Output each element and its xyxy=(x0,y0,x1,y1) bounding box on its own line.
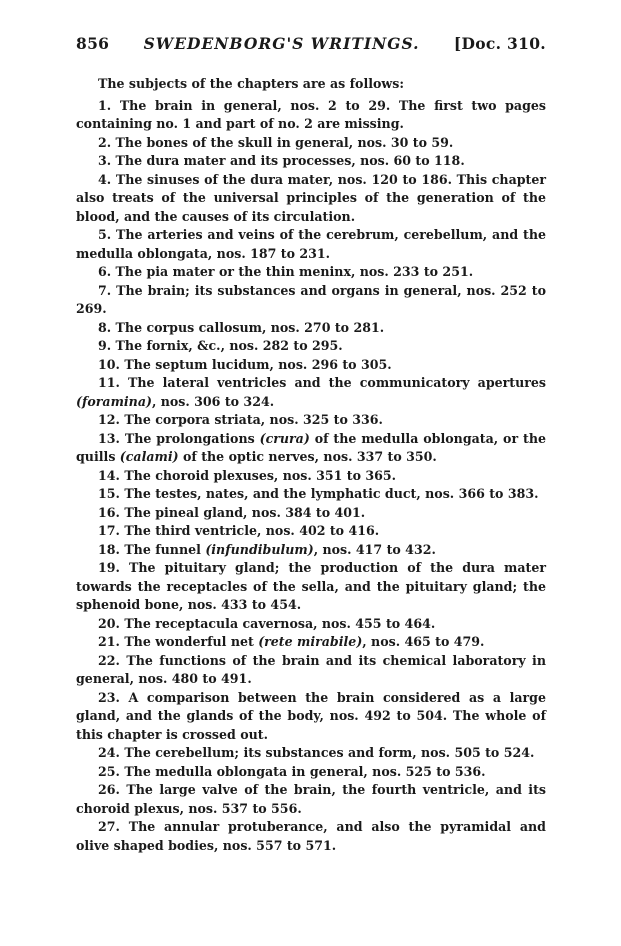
chapter-entry xyxy=(76,226,546,263)
latin-term: (crura) xyxy=(259,430,310,446)
page-number: 856 xyxy=(76,34,110,53)
chapter-number: 8. xyxy=(98,319,112,335)
chapter-entry xyxy=(76,485,546,504)
chapter-number: 4. xyxy=(98,171,112,187)
chapter-number: 24. xyxy=(98,745,120,760)
chapter-entry xyxy=(76,430,546,467)
chapter-text: The large valve of the brain, the fourth ventricle, and its choroid plexus, nos. 537 to 556. xyxy=(76,782,547,816)
chapter-entry xyxy=(76,615,546,634)
chapter-entry xyxy=(76,763,546,782)
chapter-entry xyxy=(76,818,546,855)
latin-term: (foramina) xyxy=(76,393,152,409)
chapter-text: The pia mater or the thin meninx, nos. 233 to 251. xyxy=(115,264,474,279)
chapter-entry xyxy=(76,467,546,486)
chapter-list xyxy=(76,97,546,856)
chapter-text: The corpora striata, nos. 325 to 336. xyxy=(124,412,383,427)
chapter-entry xyxy=(76,97,546,134)
chapter-number: 25. xyxy=(98,763,120,779)
chapter-number: 16. xyxy=(98,504,120,520)
chapter-number: 23. xyxy=(98,689,120,705)
chapter-number: 11. xyxy=(98,375,120,390)
chapter-entry xyxy=(76,319,546,338)
doc-reference: [Doc. 310. xyxy=(453,34,546,53)
chapter-number: 26. xyxy=(98,782,120,797)
chapter-entry xyxy=(76,744,546,763)
chapter-entry xyxy=(76,152,546,171)
chapter-text: The corpus callosum, nos. 270 to 281. xyxy=(115,319,385,335)
chapter-text: The brain in general, nos. 2 to 29. The first two pages containing no. 1 and part of no. 2 are missing. xyxy=(76,97,547,131)
chapter-text: The choroid plexuses, nos. 351 to 365. xyxy=(124,467,397,483)
chapter-entry xyxy=(76,374,546,411)
chapter-text: The annular protuberance, and also the pyramidal and olive shaped bodies, nos. 557 to 571. xyxy=(76,819,546,853)
chapter-number: 18. xyxy=(98,541,120,557)
chapter-text: A comparison between the brain considered as a large gland, and the glands of the body, nos. 492 to 504. The whole of this chapter is crossed out. xyxy=(76,689,547,742)
chapter-text: of the medulla oblongata, or the quills xyxy=(76,430,546,464)
chapter-text: The pituitary gland; the production of the dura mater towards the receptacles of the sella, and the pituitary gland; the sphenoid bone, nos. 433 to 454. xyxy=(76,560,546,612)
chapter-text: The sinuses of the dura mater, nos. 120 to 186. This chapter also treats of the universal principles of the generation of the blood, and the causes of its circulation. xyxy=(76,171,547,224)
chapter-text: The prolongations xyxy=(124,430,260,446)
chapter-text: The cerebellum; its substances and form, nos. 505 to 524. xyxy=(124,745,535,760)
chapter-text: The testes, nates, and the lymphatic duct, nos. 366 to 383. xyxy=(124,486,539,501)
chapter-number: 21. xyxy=(98,634,120,649)
chapter-number: 15. xyxy=(98,486,120,501)
chapter-number: 13. xyxy=(98,430,120,446)
chapter-text: The septum lucidum, nos. 296 to 305. xyxy=(124,356,392,372)
chapter-entry xyxy=(76,282,546,319)
chapter-text: , nos. 306 to 324. xyxy=(151,393,275,409)
chapter-number: 7. xyxy=(98,282,112,298)
chapter-number: 10. xyxy=(98,356,120,372)
chapter-entry xyxy=(76,689,546,745)
chapter-entry xyxy=(76,559,546,615)
chapter-text: , nos. 465 to 479. xyxy=(362,634,485,649)
chapter-text: The arteries and veins of the cerebrum, cerebellum, and the medulla oblongata, nos. 187 to 231. xyxy=(76,227,546,261)
chapter-entry xyxy=(76,263,546,282)
chapter-text: The fornix, &c., nos. 282 to 295. xyxy=(115,338,343,353)
chapter-number: 17. xyxy=(98,523,120,538)
chapter-number: 12. xyxy=(98,412,120,427)
chapter-number: 1. xyxy=(98,97,112,113)
chapter-entry xyxy=(76,541,546,560)
intro-line: The subjects of the chapters are as follows: xyxy=(98,76,405,91)
chapter-entry xyxy=(76,411,546,430)
chapter-text: The medulla oblongata in general, nos. 525 to 536. xyxy=(124,763,486,779)
chapter-text: The functions of the brain and its chemical laboratory in general, nos. 480 to 491. xyxy=(76,652,547,686)
chapter-text: The receptacula cavernosa, nos. 455 to 464. xyxy=(124,615,436,631)
chapter-number: 2. xyxy=(98,134,112,150)
chapter-entry xyxy=(76,171,546,227)
chapter-entry xyxy=(76,337,546,356)
latin-term: (rete mirabile) xyxy=(258,634,363,649)
chapter-entry xyxy=(76,134,546,153)
chapter-number: 22. xyxy=(98,652,120,668)
chapter-number: 5. xyxy=(98,227,112,242)
chapter-entry xyxy=(76,356,546,375)
chapter-text: , nos. 417 to 432. xyxy=(313,541,436,557)
chapter-number: 9. xyxy=(98,338,112,353)
chapter-text: The brain; its substances and organs in general, nos. 252 to 269. xyxy=(76,282,546,316)
latin-term: (calami) xyxy=(119,449,179,464)
chapter-number: 6. xyxy=(98,264,112,279)
chapter-number: 19. xyxy=(98,560,120,575)
chapter-text: The pineal gland, nos. 384 to 401. xyxy=(124,504,366,520)
chapter-entry xyxy=(76,652,546,689)
chapter-entry xyxy=(76,633,546,652)
latin-term: (infundibulum) xyxy=(205,541,314,557)
chapter-entry xyxy=(76,504,546,523)
chapter-entry xyxy=(76,522,546,541)
chapter-entry xyxy=(76,781,546,818)
chapter-text: The lateral ventricles and the communicatory apertures xyxy=(128,375,546,390)
page-header xyxy=(76,34,546,53)
chapter-number: 27. xyxy=(98,819,120,834)
running-title: SWEDENBORG'S WRITINGS. xyxy=(143,34,420,53)
chapter-text: The funnel xyxy=(124,541,206,557)
chapter-number: 3. xyxy=(98,153,112,168)
document-page xyxy=(76,34,546,855)
chapter-text: The dura mater and its processes, nos. 60 to 118. xyxy=(115,153,465,168)
chapter-number: 14. xyxy=(98,467,120,483)
chapter-text: The third ventricle, nos. 402 to 416. xyxy=(124,523,380,538)
chapter-number: 20. xyxy=(98,615,120,631)
chapter-text: of the optic nerves, nos. 337 to 350. xyxy=(178,449,437,464)
chapter-text: The wonderful net xyxy=(124,634,259,649)
chapter-text: The bones of the skull in general, nos. 30 to 59. xyxy=(115,134,454,150)
